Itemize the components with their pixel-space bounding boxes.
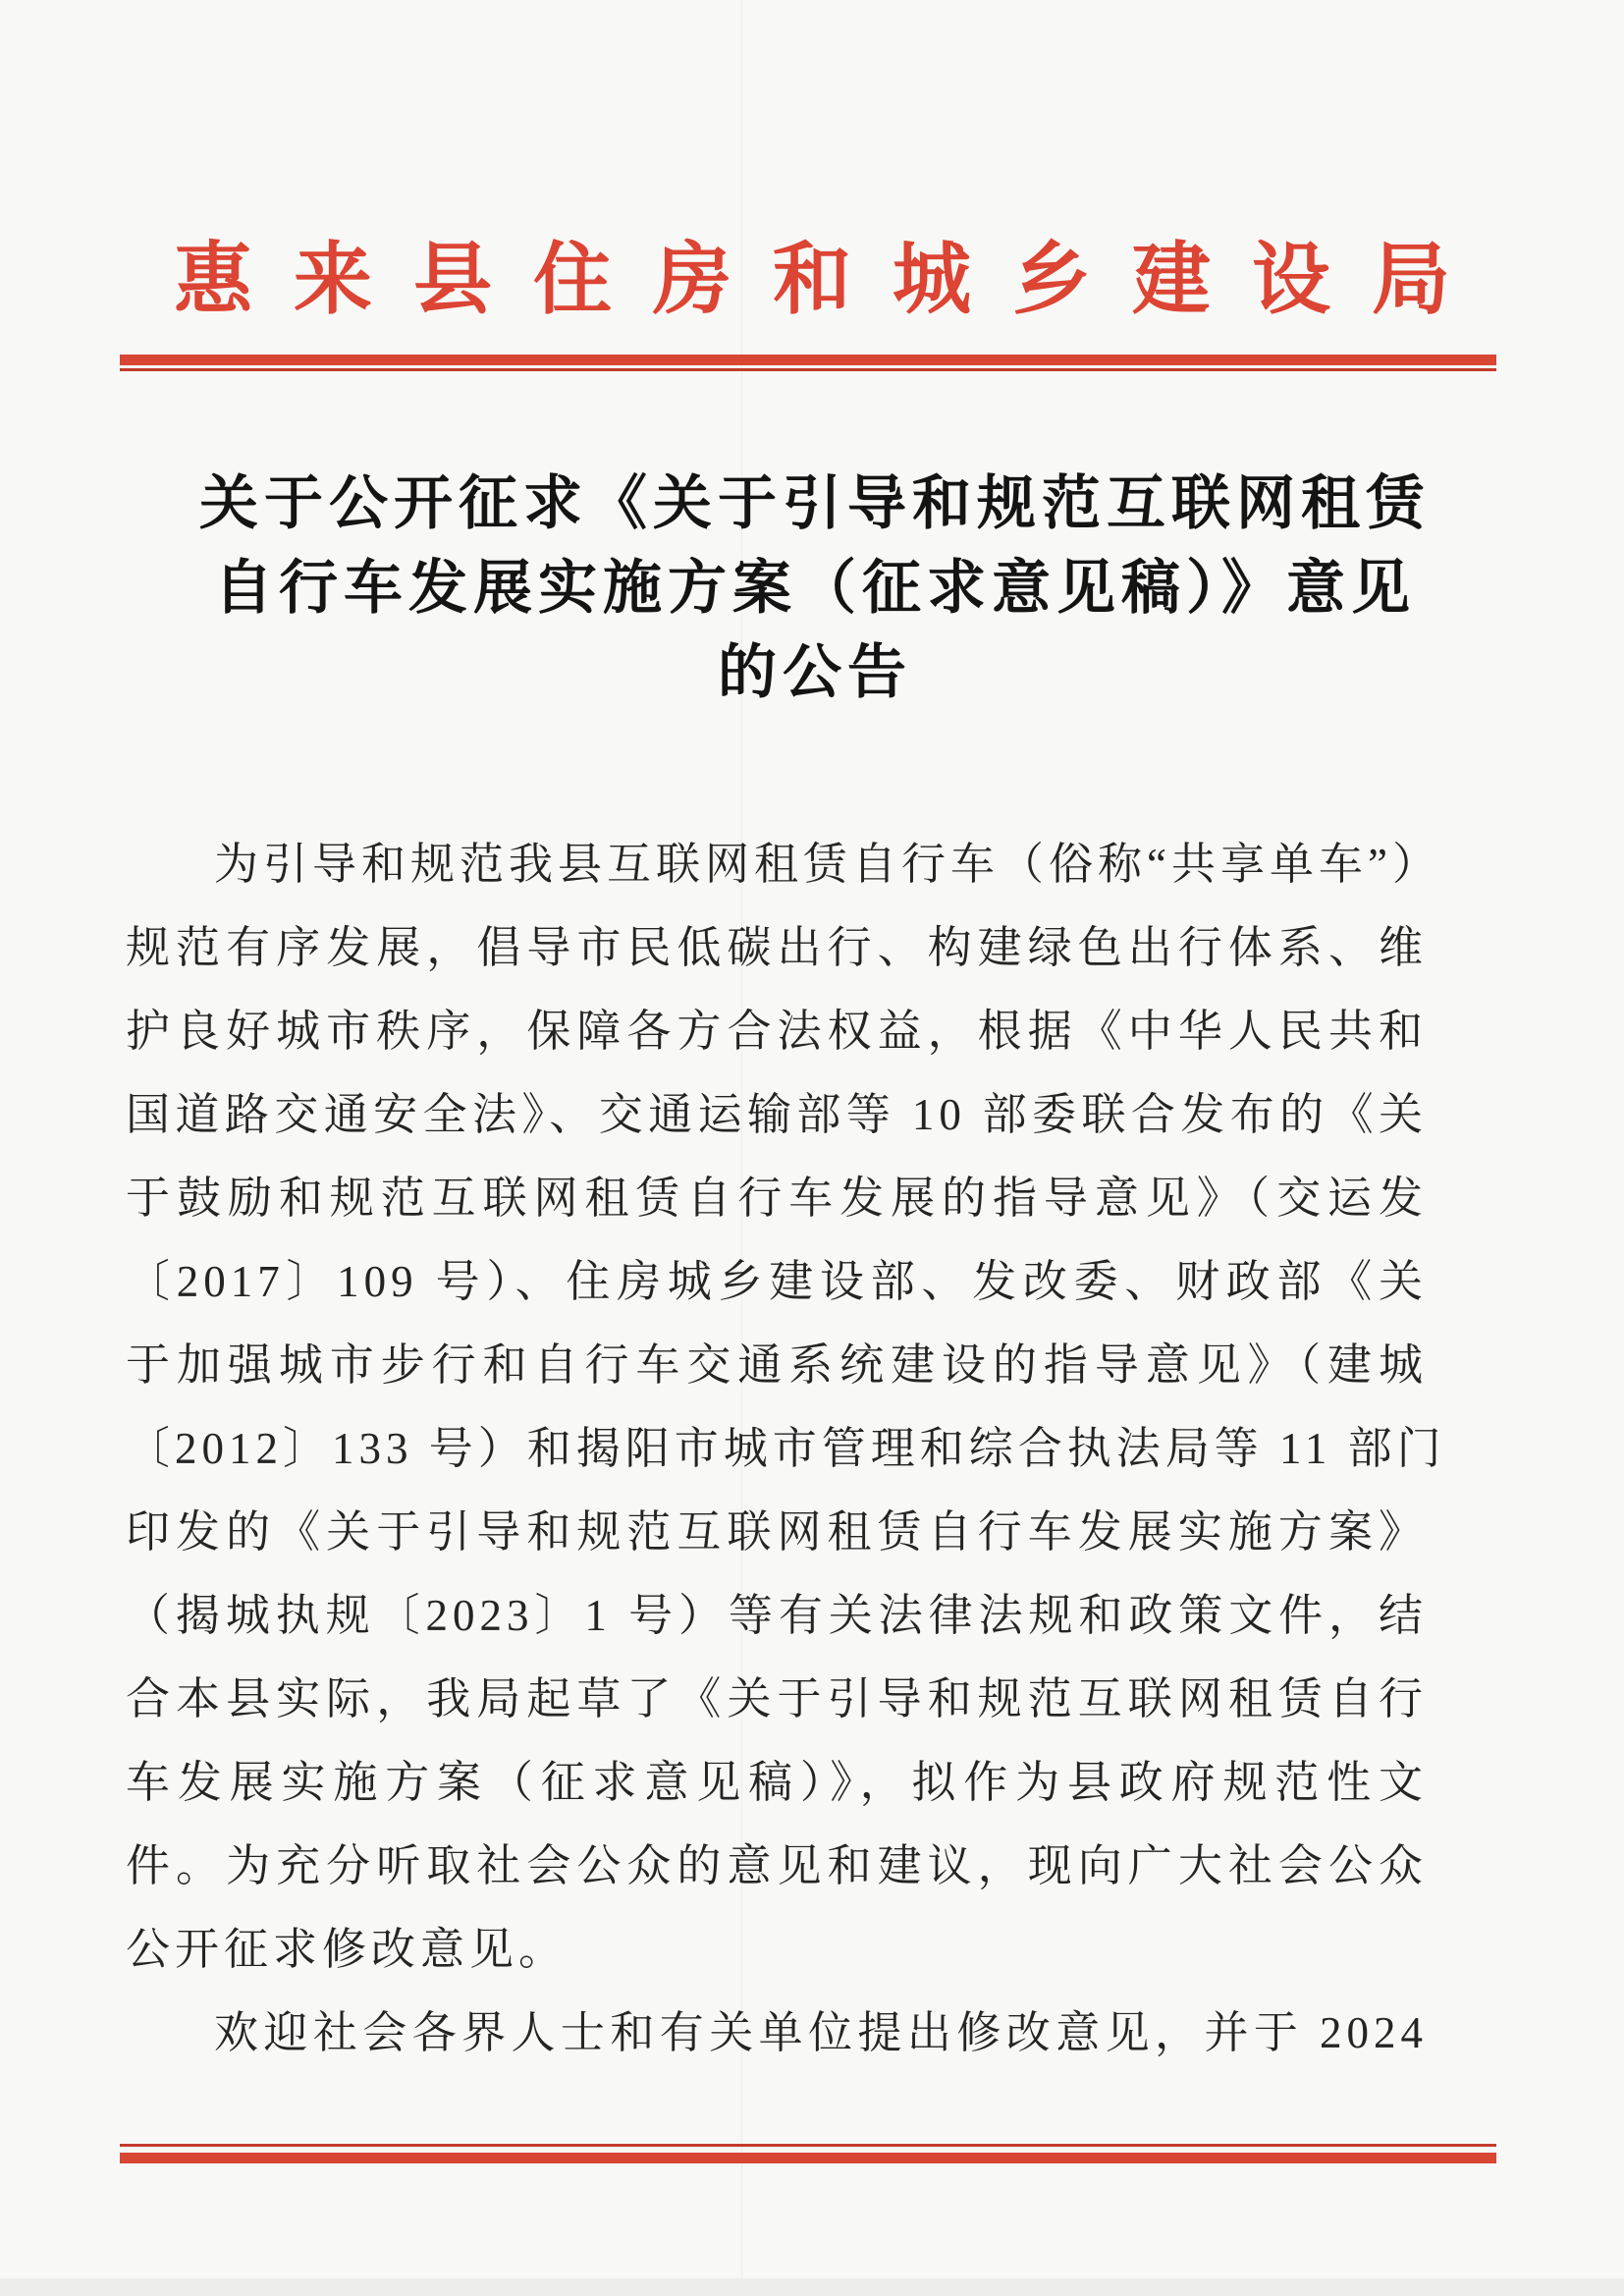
body-line: 〔2017〕109 号）、住房城乡建设部、发改委、财政部《关 [126,1257,1428,1306]
body-line: 合本县实际，我局起草了《关于引导和规范互联网租赁自行 [126,1674,1428,1723]
letterhead-agency-name: 惠来县住房和城乡建设局 [174,238,1491,324]
document-body [126,823,1446,2075]
body-line: 欢迎社会各界人士和有关单位提出修改意见，并于 2024 [214,2008,1428,2057]
document-title-line-1: 关于公开征求《关于引导和规范互联网租赁 [199,470,1431,536]
document-title-line-2: 自行车发展实施方案（征求意见稿）》意见 [214,555,1416,621]
body-line: 为引导和规范我县互联网租赁自行车（俗称“共享单车”） [214,840,1441,889]
body-line: （揭城执规〔2023〕1 号）等有关法律法规和政策文件，结 [126,1591,1428,1640]
letterhead-rule-thin [120,368,1496,371]
body-line: 国道路交通安全法》、交通运输部等 10 部委联合发布的《关 [126,1090,1428,1139]
footer-rule-thin [120,2144,1496,2147]
document-title-line-3: 的公告 [718,639,912,705]
footer-rule-thick [120,2153,1496,2163]
body-line: 印发的《关于引导和规范互联网租赁自行车发展实施方案》 [126,1507,1428,1557]
letterhead-rule-thick [120,355,1496,365]
body-line: 车发展实施方案（征求意见稿）》，拟作为县政府规范性文 [126,1758,1428,1807]
body-line: 件。为充分听取社会公众的意见和建议，现向广大社会公众 [126,1841,1428,1890]
body-line: 于鼓励和规范互联网租赁自行车发展的指导意见》（交运发 [126,1174,1428,1223]
body-line: 〔2012〕133 号）和揭阳市城市管理和综合执法局等 11 部门 [126,1424,1446,1473]
body-line: 护良好城市秩序，保障各方合法权益，根据《中华人民共和 [126,1007,1428,1056]
document-title [0,462,1624,715]
body-line: 于加强城市步行和自行车交通系统建设的指导意见》（建城 [126,1340,1428,1390]
footer-double-rule [120,2144,1496,2163]
body-line: 公开征求修改意见。 [126,1925,568,1974]
body-line: 规范有序发展，倡导市民低碳出行、构建绿色出行体系、维 [126,923,1428,972]
letterhead-double-rule [120,355,1496,371]
